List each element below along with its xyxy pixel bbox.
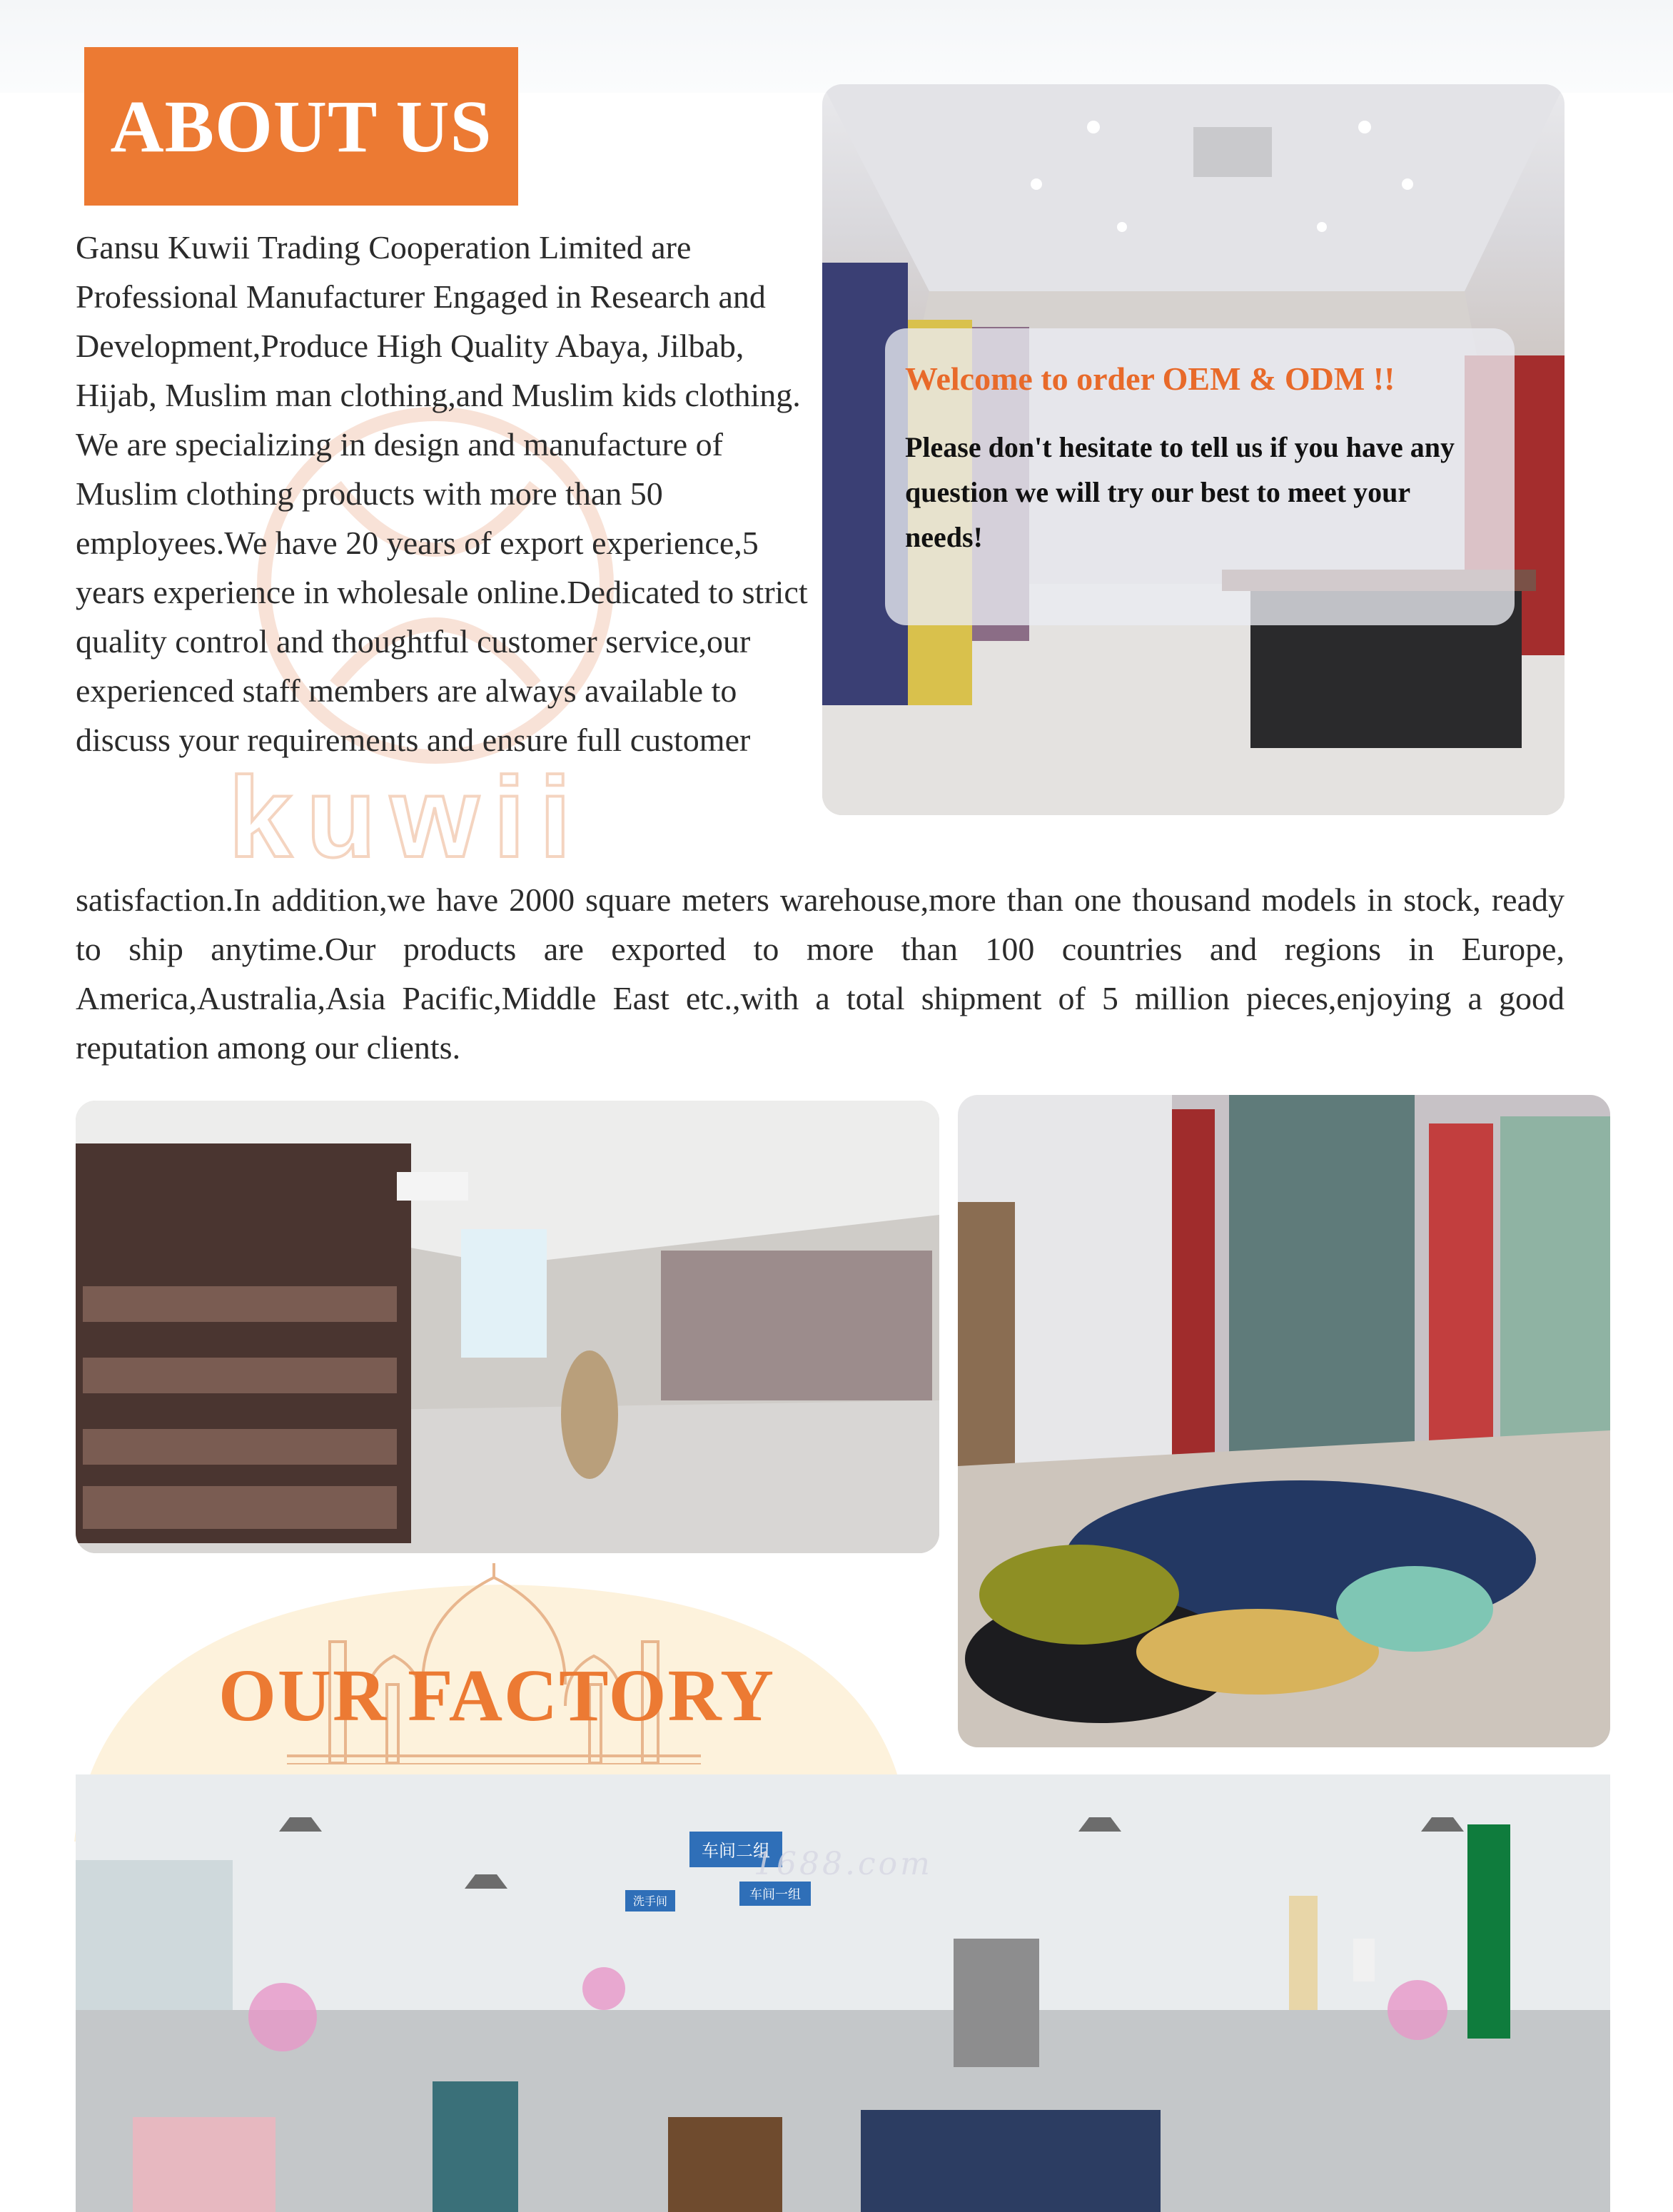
- showroom-photo: [822, 84, 1565, 815]
- warehouse-photo-garments: [958, 1095, 1610, 1747]
- welcome-text: Please don't hesitate to tell us if you have any question we will try our best to meet your needs!: [905, 431, 1455, 553]
- about-paragraph-1: Gansu Kuwii Trading Cooperation Limited are Professional Manufacturer Engaged in Research and Development,Produce High Quality Abaya, Jilbab, Hijab, Muslim man clothing,and Muslim kids clothing.: [76, 229, 801, 413]
- about-paragraph-continuation: satisfaction.In addition,we have 2000 square meters warehouse,more than one thousand models in stock, ready to ship anytime.Our products are exported to more than 100 countries and regions in Europe, America,Australia,Asia Pacific,Middle East etc.,with a total shipment of 5 million pieces,enjoying a good reputation among our clients.: [76, 882, 1565, 1066]
- workshop-illustration: [76, 1774, 1610, 2212]
- welcome-box: [885, 328, 1515, 625]
- site-watermark: 1688.com: [754, 1846, 933, 1882]
- about-us-heading-text: ABOUT US: [110, 85, 492, 168]
- about-intro: [76, 223, 825, 764]
- about-paragraph-2: We are specializing in design and manufacture of Muslim clothing products with more than 50 employees.We have 20 years of export experience,5 years experience in wholesale online.Dedicated to strict quality control and thoughtful customer service,our experienced staff members are always available to discuss your requirements and ensure full customer: [76, 426, 808, 758]
- about-us-heading: [84, 47, 518, 206]
- factory-workshop-photo: [76, 1774, 1610, 2212]
- welcome-title: Welcome to order OEM & ODM !!: [905, 360, 1395, 397]
- warehouse-shelves-illustration: [76, 1101, 939, 1553]
- warehouse-photo-shelves: [76, 1101, 939, 1553]
- kuwii-watermark-text: kuwii: [228, 753, 586, 881]
- warehouse-garments-illustration: [958, 1095, 1610, 1747]
- workshop-sign-1-text: 车间二组: [702, 1841, 770, 1861]
- workshop-sign-3-text: 洗手间: [632, 1894, 668, 1908]
- our-factory-heading: OUR FACTORY: [218, 1655, 776, 1737]
- workshop-sign-2-text: 车间一组: [749, 1887, 801, 1902]
